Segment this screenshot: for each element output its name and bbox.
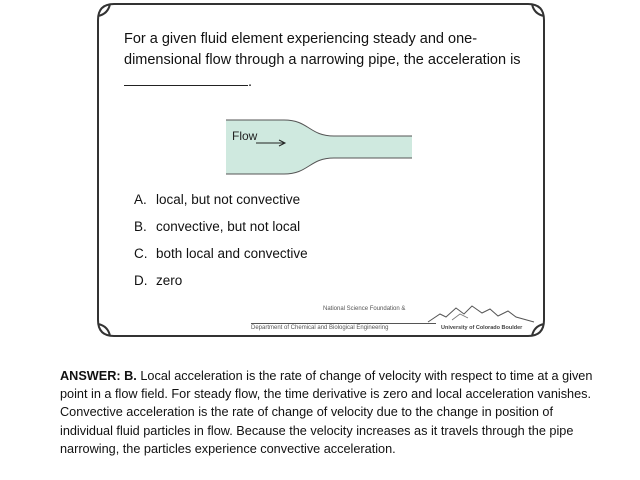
footer xyxy=(251,302,551,338)
option-b xyxy=(134,217,308,244)
flow-label: Flow xyxy=(232,129,258,143)
option-letter: D. xyxy=(134,273,148,288)
question-body: For a given fluid element experiencing steady and one-dimensional flow through a narrowing pipe, the acceleration is xyxy=(124,31,521,68)
answer-explanation xyxy=(60,367,600,458)
option-text: zero xyxy=(156,273,183,288)
pipe-diagram xyxy=(224,116,414,178)
footer-nsf: National Science Foundation & xyxy=(323,306,406,312)
option-a xyxy=(134,190,308,217)
question-suffix: . xyxy=(248,74,253,90)
answer-options xyxy=(134,190,308,298)
answer-label: ANSWER: B. xyxy=(60,369,137,383)
footer-department: Department of Chemical and Biological Engineering xyxy=(251,325,389,331)
footer-divider xyxy=(251,323,436,324)
question-card xyxy=(96,2,546,338)
option-text: convective, but not local xyxy=(156,219,301,234)
option-letter: C. xyxy=(134,246,148,261)
answer-text: Local acceleration is the rate of change of velocity with respect to time at a given point in a flow field. For steady flow, the time derivative is zero and local acceleration vanishes. Convective acceleration is the rate of change of velocity due to the change in position of individual fluid particles in flow. Because the velocity increases as it travels through the pipe narrowing, the particles experience convective acceleration. xyxy=(60,369,593,456)
option-text: local, but not convective xyxy=(156,192,301,207)
option-letter: B. xyxy=(134,219,147,234)
mountain-logo-icon xyxy=(426,302,536,324)
option-d xyxy=(134,271,308,298)
footer-university: University of Colorado Boulder xyxy=(441,325,523,331)
option-letter: A. xyxy=(134,192,147,207)
option-text: both local and convective xyxy=(156,246,308,261)
option-c xyxy=(134,244,308,271)
answer-blank xyxy=(124,71,248,86)
question-text xyxy=(124,29,524,93)
